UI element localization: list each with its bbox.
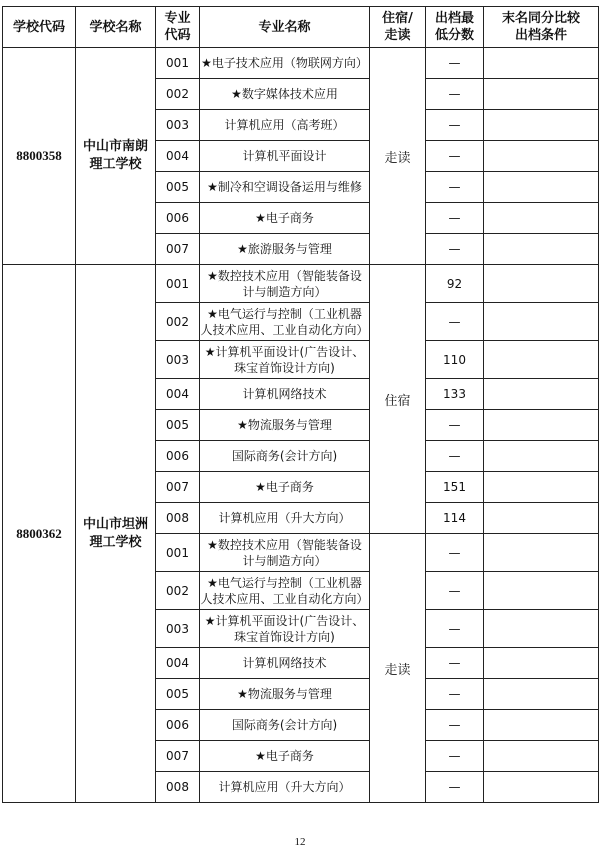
major-name-cell bbox=[200, 441, 370, 472]
major-name-cell bbox=[200, 48, 370, 79]
tiebreak-cell bbox=[484, 772, 599, 803]
major-name-cell bbox=[200, 610, 370, 648]
header-school-code: 学校代码 bbox=[3, 7, 76, 48]
major-code-cell: 007 bbox=[156, 741, 200, 772]
tiebreak-cell bbox=[484, 410, 599, 441]
major-name-cell bbox=[200, 234, 370, 265]
major-code-cell: 004 bbox=[156, 648, 200, 679]
min-score-cell: 151 bbox=[426, 472, 484, 503]
school-name-line: 理工学校 bbox=[89, 157, 142, 172]
major-code-cell: 003 bbox=[156, 341, 200, 379]
major-code-cell: 004 bbox=[156, 141, 200, 172]
major-name-line: ★数控技术应用（智能装备设 bbox=[207, 537, 362, 552]
min-score-cell: — bbox=[426, 48, 484, 79]
tiebreak-cell bbox=[484, 441, 599, 472]
major-name-line: 计算机应用（高考班） bbox=[224, 118, 345, 132]
school-name-line: 中山市坦洲 bbox=[82, 516, 148, 532]
min-score-cell: 133 bbox=[426, 379, 484, 410]
major-name-line: 国际商务(会计方向) bbox=[231, 449, 338, 463]
table-row bbox=[3, 48, 599, 79]
major-code-cell: 001 bbox=[156, 265, 200, 303]
major-code-cell: 003 bbox=[156, 610, 200, 648]
table-header-row bbox=[3, 7, 599, 48]
min-score-cell: — bbox=[426, 772, 484, 803]
major-name-line: 人技术应用、工业自动化方向） bbox=[200, 591, 369, 606]
major-name-line: ★物流服务与管理 bbox=[237, 418, 332, 432]
tiebreak-cell bbox=[484, 141, 599, 172]
major-code-cell: 002 bbox=[156, 303, 200, 341]
min-score-cell: — bbox=[426, 110, 484, 141]
min-score-cell: 92 bbox=[426, 265, 484, 303]
min-score-cell: — bbox=[426, 572, 484, 610]
major-name-cell bbox=[200, 772, 370, 803]
tiebreak-cell bbox=[484, 203, 599, 234]
tiebreak-cell bbox=[484, 172, 599, 203]
major-code-cell: 005 bbox=[156, 172, 200, 203]
table-row bbox=[3, 265, 599, 303]
major-name-line: 珠宝首饰设计方向) bbox=[234, 360, 335, 375]
min-score-cell: — bbox=[426, 441, 484, 472]
major-code-cell: 005 bbox=[156, 410, 200, 441]
min-score-cell: — bbox=[426, 710, 484, 741]
major-code-cell: 006 bbox=[156, 710, 200, 741]
min-score-cell: 114 bbox=[426, 503, 484, 534]
major-name-line: 人技术应用、工业自动化方向） bbox=[200, 322, 369, 337]
min-score-cell: — bbox=[426, 141, 484, 172]
admissions-table bbox=[2, 6, 599, 803]
major-name-cell bbox=[200, 79, 370, 110]
min-score-cell: 110 bbox=[426, 341, 484, 379]
tiebreak-cell bbox=[484, 79, 599, 110]
tiebreak-cell bbox=[484, 710, 599, 741]
page-number: 12 bbox=[294, 836, 306, 848]
header-major-name: 专业名称 bbox=[200, 7, 370, 48]
major-code-cell: 004 bbox=[156, 379, 200, 410]
min-score-cell: — bbox=[426, 79, 484, 110]
major-name-cell bbox=[200, 472, 370, 503]
major-name-line: 计算机平面设计 bbox=[242, 149, 327, 163]
major-code-cell: 002 bbox=[156, 79, 200, 110]
school-name-line: 理工学校 bbox=[89, 534, 142, 550]
tiebreak-cell bbox=[484, 472, 599, 503]
tiebreak-cell bbox=[484, 303, 599, 341]
min-score-cell: — bbox=[426, 203, 484, 234]
min-score-cell: — bbox=[426, 679, 484, 710]
major-name-line: 计算机应用（升大方向） bbox=[218, 780, 351, 794]
tiebreak-cell bbox=[484, 741, 599, 772]
major-code-cell: 005 bbox=[156, 679, 200, 710]
major-code-cell: 001 bbox=[156, 534, 200, 572]
major-code-cell: 002 bbox=[156, 572, 200, 610]
major-name-line: 计算机网络技术 bbox=[242, 656, 327, 670]
major-name-line: ★旅游服务与管理 bbox=[237, 242, 332, 256]
tiebreak-cell bbox=[484, 234, 599, 265]
min-score-cell: — bbox=[426, 234, 484, 265]
major-name-cell bbox=[200, 648, 370, 679]
min-score-cell: — bbox=[426, 741, 484, 772]
major-name-line: ★电气运行与控制（工业机器 bbox=[207, 575, 362, 590]
tiebreak-cell bbox=[484, 48, 599, 79]
header-school-name: 学校名称 bbox=[76, 7, 156, 48]
tiebreak-cell bbox=[484, 341, 599, 379]
tiebreak-cell bbox=[484, 648, 599, 679]
major-name-line: ★制冷和空调设备运用与维修 bbox=[207, 180, 362, 194]
major-name-cell bbox=[200, 679, 370, 710]
school-code-cell: 8800362 bbox=[3, 265, 76, 803]
major-code-cell: 008 bbox=[156, 772, 200, 803]
min-score-cell: — bbox=[426, 610, 484, 648]
school-name-cell bbox=[76, 48, 156, 265]
min-score-cell: — bbox=[426, 172, 484, 203]
tiebreak-cell bbox=[484, 503, 599, 534]
major-name-cell bbox=[200, 410, 370, 441]
major-name-line: ★电气运行与控制（工业机器 bbox=[207, 306, 362, 321]
major-name-line: ★电子技术应用（物联网方向） bbox=[201, 56, 368, 70]
major-name-line: ★计算机平面设计(广告设计、 bbox=[204, 344, 365, 359]
major-name-line: 计算机应用（升大方向） bbox=[218, 511, 351, 525]
major-name-line: 国际商务(会计方向) bbox=[231, 718, 338, 732]
major-name-cell bbox=[200, 534, 370, 572]
major-name-line: ★数字媒体技术应用 bbox=[231, 87, 338, 101]
major-code-cell: 007 bbox=[156, 472, 200, 503]
header-major-code: 专业 代码 bbox=[156, 7, 200, 48]
major-name-cell bbox=[200, 172, 370, 203]
school-name-line: 中山市南朗 bbox=[82, 139, 148, 154]
major-name-line: 计算机网络技术 bbox=[242, 387, 327, 401]
tiebreak-cell bbox=[484, 534, 599, 572]
school-code-cell: 8800358 bbox=[3, 48, 76, 265]
major-code-cell: 007 bbox=[156, 234, 200, 265]
min-score-cell: — bbox=[426, 534, 484, 572]
major-name-cell bbox=[200, 710, 370, 741]
major-name-cell bbox=[200, 265, 370, 303]
major-name-cell bbox=[200, 141, 370, 172]
major-name-cell bbox=[200, 741, 370, 772]
major-name-cell bbox=[200, 341, 370, 379]
major-code-cell: 008 bbox=[156, 503, 200, 534]
boarding-cell: 住宿 bbox=[370, 265, 426, 534]
boarding-cell: 走读 bbox=[370, 534, 426, 803]
major-name-line: ★计算机平面设计(广告设计、 bbox=[204, 613, 365, 628]
header-min-score: 出档最 低分数 bbox=[426, 7, 484, 48]
major-name-cell bbox=[200, 110, 370, 141]
major-name-cell bbox=[200, 503, 370, 534]
tiebreak-cell bbox=[484, 110, 599, 141]
major-code-cell: 003 bbox=[156, 110, 200, 141]
major-name-cell bbox=[200, 379, 370, 410]
school-name-cell bbox=[76, 265, 156, 803]
tiebreak-cell bbox=[484, 679, 599, 710]
major-name-line: ★电子商务 bbox=[255, 749, 314, 763]
major-name-line: 计与制造方向） bbox=[242, 553, 327, 568]
major-code-cell: 006 bbox=[156, 441, 200, 472]
min-score-cell: — bbox=[426, 648, 484, 679]
min-score-cell: — bbox=[426, 410, 484, 441]
major-name-line: ★电子商务 bbox=[255, 211, 314, 225]
tiebreak-cell bbox=[484, 265, 599, 303]
major-code-cell: 001 bbox=[156, 48, 200, 79]
major-code-cell: 006 bbox=[156, 203, 200, 234]
major-name-cell bbox=[200, 303, 370, 341]
min-score-cell: — bbox=[426, 303, 484, 341]
major-name-cell bbox=[200, 572, 370, 610]
major-name-line: ★电子商务 bbox=[255, 480, 314, 494]
tiebreak-cell bbox=[484, 379, 599, 410]
tiebreak-cell bbox=[484, 610, 599, 648]
major-name-line: 计与制造方向） bbox=[242, 284, 327, 299]
header-boarding: 住宿/ 走读 bbox=[370, 7, 426, 48]
tiebreak-cell bbox=[484, 572, 599, 610]
major-name-line: 珠宝首饰设计方向) bbox=[234, 629, 335, 644]
boarding-cell: 走读 bbox=[370, 48, 426, 265]
header-tiebreak: 末名同分比较 出档条件 bbox=[484, 7, 599, 48]
major-name-line: ★数控技术应用（智能装备设 bbox=[207, 268, 362, 283]
major-name-cell bbox=[200, 203, 370, 234]
major-name-line: ★物流服务与管理 bbox=[237, 687, 332, 701]
